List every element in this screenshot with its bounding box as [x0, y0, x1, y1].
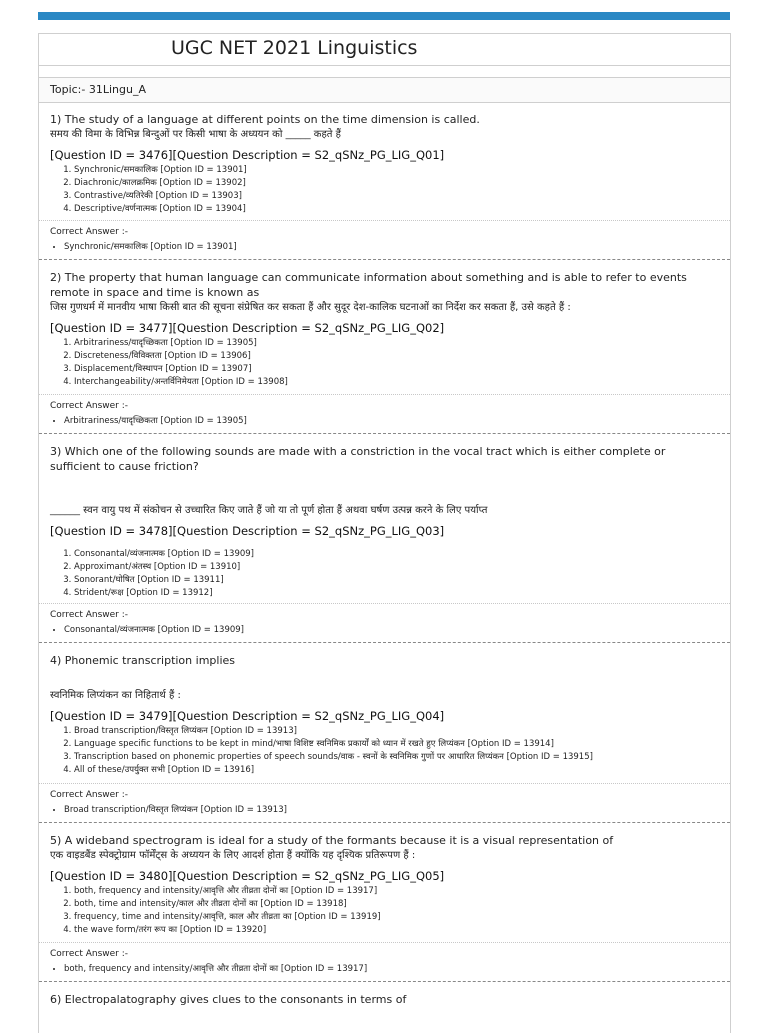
option: 1. Arbitrariness/यादृच्छिकता [Option ID = 13905]	[74, 337, 719, 350]
answer-list	[50, 624, 719, 636]
top-accent-bar	[38, 12, 730, 20]
question-text: 4) Phonemic transcription implies	[50, 654, 235, 667]
option: 3. frequency, time and intensity/आवृत्ति, काल और तीव्रता का [Option ID = 13919]	[74, 911, 719, 924]
option: 1. Synchronic/समकालिक [Option ID = 13901]	[74, 164, 719, 177]
option: 2. Approximant/अंतस्थ [Option ID = 13910]	[74, 561, 719, 574]
question-hindi: स्वनिमिक लिप्यंकन का निहितार्थ हैं :	[50, 690, 181, 701]
answer-5	[39, 942, 730, 975]
question-id: [Question ID = 3480][Question Description = S2_qSNz_PG_LIG_Q05]	[50, 869, 445, 883]
question-3	[39, 444, 730, 600]
option: 4. Descriptive/वर्णनात्मक [Option ID = 13904]	[74, 203, 719, 216]
question-separator	[39, 642, 730, 643]
question-1	[39, 112, 730, 216]
answer-3	[39, 603, 730, 636]
option: 4. All of these/उपर्युक्त सभी [Option ID = 13916]	[74, 764, 719, 777]
option: 2. both, time and intensity/काल और तीव्रता दोनों का [Option ID = 13918]	[74, 898, 719, 911]
question-6	[39, 992, 730, 1007]
option: 3. Contrastive/व्यतिरेकी [Option ID = 13903]	[74, 190, 719, 203]
answer-list	[50, 415, 719, 427]
correct-answer: • Consonantal/व्यंजनात्मक [Option ID = 13909]	[64, 624, 719, 636]
question-id: [Question ID = 3477][Question Description = S2_qSNz_PG_LIG_Q02]	[50, 321, 445, 335]
exam-sheet	[38, 33, 731, 1033]
question-separator	[39, 981, 730, 982]
option: 3. Transcription based on phonemic properties of speech sounds/वाक - स्वनों के स्वनिमिक गुणों पर आधारित लिप्यंकन [Option ID = 13915]	[74, 751, 719, 764]
question-hindi: समय की विमा के विभिन्न बिन्दुओं पर किसी भाषा के अध्ययन को _____ कहते हैं	[50, 129, 341, 140]
topic-box	[39, 77, 730, 103]
correct-answer-label: Correct Answer :-	[50, 790, 128, 800]
answer-2	[39, 394, 730, 427]
option: 4. Interchangeability/अन्तर्विनिमेयता [Option ID = 13908]	[74, 376, 719, 389]
question-hindi: एक वाइडबैंड स्पेक्ट्रोग्राम फॉर्मेंट्स के अध्ययन के लिए आदर्श होता हैं क्योंकि यह दृश्यिक प्रतिरूपण हैं :	[50, 850, 416, 861]
answer-1	[39, 220, 730, 253]
option: 1. both, frequency and intensity/आवृत्ति और तीव्रता दोनों का [Option ID = 13917]	[74, 885, 719, 898]
page-title: UGC NET 2021 Linguistics	[171, 37, 418, 59]
options-list	[50, 337, 719, 389]
question-hindi: ______ स्वन वायु पथ में संकोचन से उच्चारित किए जाते हैं जो या तो पूर्ण होता हैं अथवा घर्षण उत्पन्न करने के लिए पर्याप्त	[50, 505, 488, 516]
question-4	[39, 653, 730, 777]
correct-answer-label: Correct Answer :-	[50, 949, 128, 959]
question-text: 1) The study of a language at different points on the time dimension is called.	[50, 113, 480, 126]
question-5	[39, 833, 730, 937]
answer-list	[50, 804, 719, 816]
option: 4. Strident/रूक्ष [Option ID = 13912]	[74, 587, 719, 600]
option: 3. Displacement/विस्थापन [Option ID = 13907]	[74, 363, 719, 376]
question-id: [Question ID = 3478][Question Description = S2_qSNz_PG_LIG_Q03]	[50, 524, 445, 538]
question-id: [Question ID = 3479][Question Description = S2_qSNz_PG_LIG_Q04]	[50, 709, 445, 723]
correct-answer: • Arbitrariness/यादृच्छिकता [Option ID = 13905]	[64, 415, 719, 427]
question-separator	[39, 433, 730, 434]
question-text: 6) Electropalatography gives clues to the consonants in terms of	[50, 993, 407, 1006]
question-text: 5) A wideband spectrogram is ideal for a study of the formants because it is a visual representation of	[50, 834, 614, 847]
topic-label: Topic:- 31Lingu_A	[50, 83, 146, 96]
answer-list	[50, 241, 719, 253]
answer-4	[39, 783, 730, 816]
option: 2. Diachronic/कालक्रमिक [Option ID = 13902]	[74, 177, 719, 190]
options-list	[50, 548, 719, 600]
options-list	[50, 725, 719, 777]
question-id: [Question ID = 3476][Question Description = S2_qSNz_PG_LIG_Q01]	[50, 148, 445, 162]
option: 2. Discreteness/विविक्तता [Option ID = 13906]	[74, 350, 719, 363]
question-text: 2) The property that human language can communicate information about something and is able to refer to events remote in space and time is known as	[50, 271, 687, 299]
title-box	[39, 33, 730, 66]
correct-answer-label: Correct Answer :-	[50, 610, 128, 620]
question-2	[39, 270, 730, 389]
correct-answer-label: Correct Answer :-	[50, 401, 128, 411]
option: 1. Consonantal/व्यंजनात्मक [Option ID = 13909]	[74, 548, 719, 561]
question-text: 3) Which one of the following sounds are made with a constriction in the vocal tract which is either complete or sufficient to cause friction?	[50, 445, 666, 473]
correct-answer: • both, frequency and intensity/आवृत्ति और तीव्रता दोनों का [Option ID = 13917]	[64, 963, 719, 975]
options-list	[50, 885, 719, 937]
answer-list	[50, 963, 719, 975]
question-separator	[39, 259, 730, 260]
option: 4. the wave form/तरंग रूप का [Option ID = 13920]	[74, 924, 719, 937]
option: 1. Broad transcription/विस्तृत लिप्यंकन [Option ID = 13913]	[74, 725, 719, 738]
option: 3. Sonorant/घोषित [Option ID = 13911]	[74, 574, 719, 587]
correct-answer-label: Correct Answer :-	[50, 227, 128, 237]
option: 2. Language specific functions to be kept in mind/भाषा विशिष्ट स्वनिमिक प्रकार्यों को ध्यान में रखते हुए लिप्यंकन [Option ID = 13914]	[74, 738, 719, 751]
question-hindi: जिस गुणधर्म में मानवीय भाषा किसी बात की सूचना संप्रेषित कर सकता हैं और सुदूर देश-कालिक घटनाओं का निर्देश कर सकता हैं, उसे कहते हैं :	[50, 302, 571, 313]
question-separator	[39, 822, 730, 823]
correct-answer: • Broad transcription/विस्तृत लिप्यंकन [Option ID = 13913]	[64, 804, 719, 816]
options-list	[50, 164, 719, 216]
correct-answer: • Synchronic/समकालिक [Option ID = 13901]	[64, 241, 719, 253]
